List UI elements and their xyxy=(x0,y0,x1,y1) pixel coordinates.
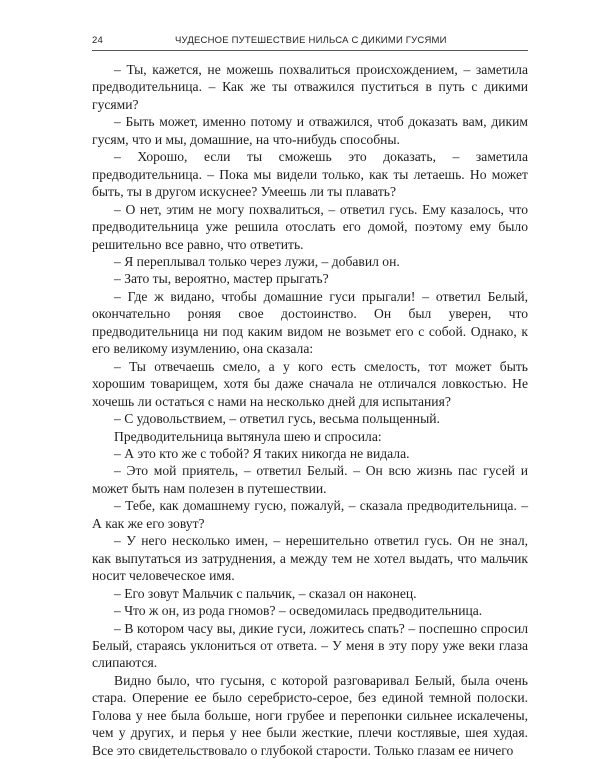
paragraph: – Это мой приятель, – ответил Белый. – Он всю жизнь пас гусей и может быть нам полезен в путешествии. xyxy=(92,463,528,496)
paragraph: – Ты отвечаешь смело, а у кого есть смелость, тот может быть хорошим товарищем, хотя бы даже сначала не отличался ловкостью. Не хочешь ли остаться с нами на несколько дней для испытания? xyxy=(92,358,528,409)
paragraph: – Его зовут Мальчик с пальчик, – сказал он наконец. xyxy=(114,585,417,601)
paragraph: – Быть может, именно потому и отважился, чтоб доказать вам, диким гусям, что и мы, домашние, на что-нибудь способны. xyxy=(92,114,528,147)
page-header xyxy=(92,35,528,49)
paragraph: – Что ж он, из рода гномов? – осведомилась предводительница. xyxy=(114,603,483,619)
paragraph: – У него несколько имен, – нерешительно ответил гусь. Он не знал, как выпутаться из затруднения, а между тем не хотел выдать, что мальчик носит человеческое имя. xyxy=(92,533,528,584)
paragraph: – Хорошо, если ты сможешь это доказать, – заметила предводительница. – Пока мы видели только, как ты летаешь. Но может быть, ты в другом искуснее? Умеешь ли ты плавать? xyxy=(92,149,528,200)
paragraph: – А это кто же с тобой? Я таких никогда не видала. xyxy=(114,445,410,461)
paragraph: – О нет, этим не могу похвалиться, – ответил гусь. Ему казалось, что предводительница уже решила отослать его домой, поэтому ему было решительно все равно, что ответить. xyxy=(92,201,528,252)
page-number: 24 xyxy=(92,35,103,46)
paragraph: – Зато ты, вероятно, мастер прыгать? xyxy=(114,271,329,287)
paragraph: – С удовольствием, – ответил гусь, весьма польщенный. xyxy=(114,411,440,427)
paragraph: – Ты, кажется, не можешь похвалиться происхождением, – заметила предводительница. – Как же ты отважился пуститься в путь с дикими гусями? xyxy=(92,62,528,112)
running-title: ЧУДЕСНОЕ ПУТЕШЕСТВИЕ НИЛЬСА С ДИКИМИ ГУСЯМИ xyxy=(175,35,447,46)
paragraph: – Тебе, как домашнему гусю, пожалуй, – сказала предводительница. – А как же его зовут? xyxy=(92,498,528,531)
text-body xyxy=(92,61,528,759)
paragraph: – В котором часу вы, дикие гуси, ложитесь спать? – поспешно спросил Белый, стараясь уклониться от ответа. – У меня в эту пору уже веки глаза слипаются. xyxy=(92,620,528,671)
header-rule xyxy=(92,50,528,51)
paragraph: Предводительница вытянула шею и спросила: xyxy=(114,428,382,444)
paragraph: Видно было, что гусыня, с которой разговаривал Белый, была очень стара. Оперение ее было серебристо-серое, без единой темной полоски. Голова у нее была больше, ноги грубее и перепонки сильнее искалечены, чем у других, и перья у нее были жесткие, плечи костлявые, шея худая. Все это свидетельствовало о глубокой старости. Только глазам ее ничего xyxy=(92,672,528,758)
paragraph: – Я переплывал только через лужи, – добавил он. xyxy=(114,253,400,269)
paragraph: – Где ж видано, чтобы домашние гуси прыгали! – ответил Белый, окончательно роняя свое достоинство. Он был уверен, что предводительница ни под каким видом не возьмет его с собой. Однако, к его великому изумлению, она сказала: xyxy=(92,288,528,357)
